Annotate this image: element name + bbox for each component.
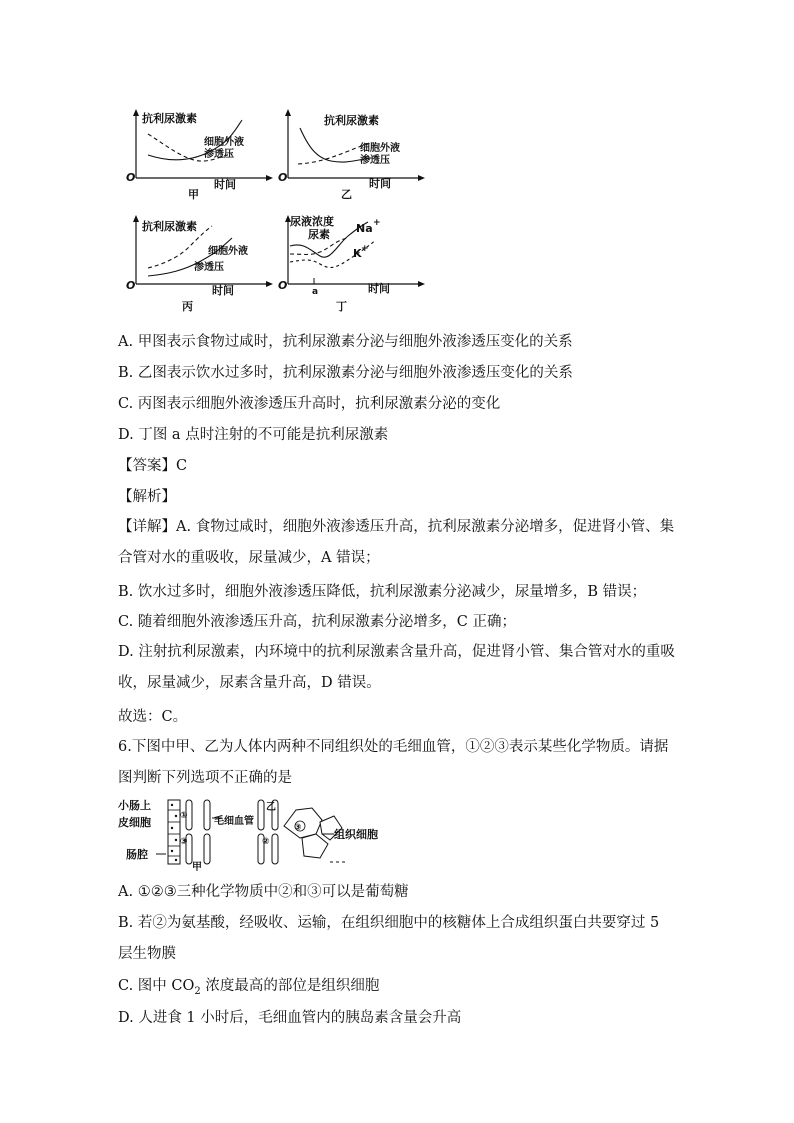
yi-ylabel: 抗利尿激素 — [324, 114, 379, 127]
q6-stem: 6.下图中甲、乙为人体内两种不同组织处的毛细血管，①②③表示某些化学物质。请据图判断下列选项不正确的是 — [118, 739, 669, 786]
marker-3-left: ③ — [180, 837, 188, 847]
ding-origin: O — [278, 279, 288, 292]
yi-curve-label1: 细胞外液 — [360, 143, 400, 154]
marker-2: ② — [262, 837, 270, 847]
graph-jia — [124, 106, 274, 202]
bing-caption: 丙 — [182, 300, 193, 313]
label-intestine-2: 皮细胞 — [118, 816, 151, 829]
jia-ylabel: 抗利尿激素 — [142, 112, 197, 125]
q5-option-a: A. 甲图表示食物过咸时，抗利尿激素分泌与细胞外液渗透压变化的关系 — [118, 334, 573, 350]
q6-option-c — [118, 976, 379, 1002]
q6-option-c-post: 浓度最高的部位是组织细胞 — [200, 978, 380, 994]
ding-na: Na — [356, 222, 373, 235]
q6-option-c-pre: C. 图中 CO — [118, 978, 195, 994]
bing-xlabel: 时间 — [212, 284, 234, 297]
jia-caption: 甲 — [188, 188, 199, 201]
jia-origin: O — [126, 171, 136, 184]
q5-analysis-heading: 【解析】 — [118, 489, 176, 505]
ding-urea: 尿素 — [308, 228, 330, 241]
bing-origin: O — [126, 279, 136, 292]
q6-option-c-sub: 2 — [194, 985, 201, 997]
yi-xlabel: 时间 — [369, 177, 391, 190]
label-capillary: 毛细血管 — [214, 816, 254, 827]
ding-ylabel: 尿液浓度 — [290, 215, 334, 228]
yi-origin: O — [278, 171, 288, 184]
yi-caption: 乙 — [341, 188, 352, 201]
jia-curve-label1: 细胞外液 — [204, 137, 244, 148]
q5-detail-c: C. 随着细胞外液渗透压升高，抗利尿激素分泌增多，C 正确； — [118, 614, 516, 630]
q5-detail-d: D. 注射抗利尿激素，内环境中的抗利尿激素含量升高，促进肾小管、集合管对水的重吸收，尿量减少，尿素含量升高，D 错误。 — [118, 644, 675, 691]
label-yi: 乙 — [266, 802, 276, 813]
jia-curve-label2: 渗透压 — [204, 149, 234, 160]
q5-option-d: D. 丁图 a 点时注射的不可能是抗利尿激素 — [118, 427, 389, 443]
ding-tick-a: a — [312, 287, 319, 297]
marker-3-right: ③ — [294, 823, 302, 833]
graph-ding — [276, 212, 426, 314]
label-lumen: 肠腔 — [126, 848, 148, 861]
q5-detail-b: B. 饮水过多时，细胞外液渗透压降低，抗利尿激素分泌减少，尿量增多，B 错误； — [118, 584, 647, 600]
q5-detail-a: 【详解】A. 食物过咸时，细胞外液渗透压升高，抗利尿激素分泌增多，促进肾小管、集合管对水的重吸收，尿量减少，A 错误； — [118, 519, 675, 566]
q5-conclusion: 故选：C。 — [118, 709, 188, 725]
q5-answer: 【答案】C — [118, 458, 188, 474]
q6-option-a: A. ①②③三种化学物质中②和③可以是葡萄糖 — [118, 884, 409, 900]
ding-k: K — [353, 247, 362, 260]
bing-curve-label1: 细胞外液 — [208, 246, 248, 257]
label-jia: 甲 — [192, 862, 202, 873]
yi-curve-label2: 渗透压 — [360, 155, 390, 166]
label-tissue-cells: 组织细胞 — [334, 828, 378, 841]
capillary-diagram — [116, 796, 386, 874]
jia-xlabel: 时间 — [214, 178, 236, 191]
q6-option-d: D. 人进食 1 小时后，毛细血管内的胰岛素含量会升高 — [118, 1010, 462, 1026]
bing-curve-label2: 渗透压 — [194, 262, 224, 273]
ding-na-sup: + — [373, 218, 381, 228]
q5-option-c: C. 丙图表示细胞外液渗透压升高时，抗利尿激素分泌的变化 — [118, 396, 501, 412]
marker-1: ① — [180, 811, 188, 821]
q6-option-b: B. 若②为氨基酸，经吸收、运输，在组织细胞中的核糖体上合成组织蛋白共要穿过 5 层生物膜 — [118, 915, 660, 962]
ding-k-sup: + — [361, 244, 369, 254]
label-intestine-1: 小肠上 — [118, 799, 151, 812]
q5-option-b: B. 乙图表示饮水过多时，抗利尿激素分泌与细胞外液渗透压变化的关系 — [118, 365, 573, 381]
graph-yi — [276, 106, 426, 202]
ding-caption: 丁 — [336, 300, 347, 313]
bing-ylabel: 抗利尿激素 — [142, 220, 197, 233]
graph-bing — [124, 212, 274, 314]
ding-xlabel: 时间 — [368, 282, 390, 295]
